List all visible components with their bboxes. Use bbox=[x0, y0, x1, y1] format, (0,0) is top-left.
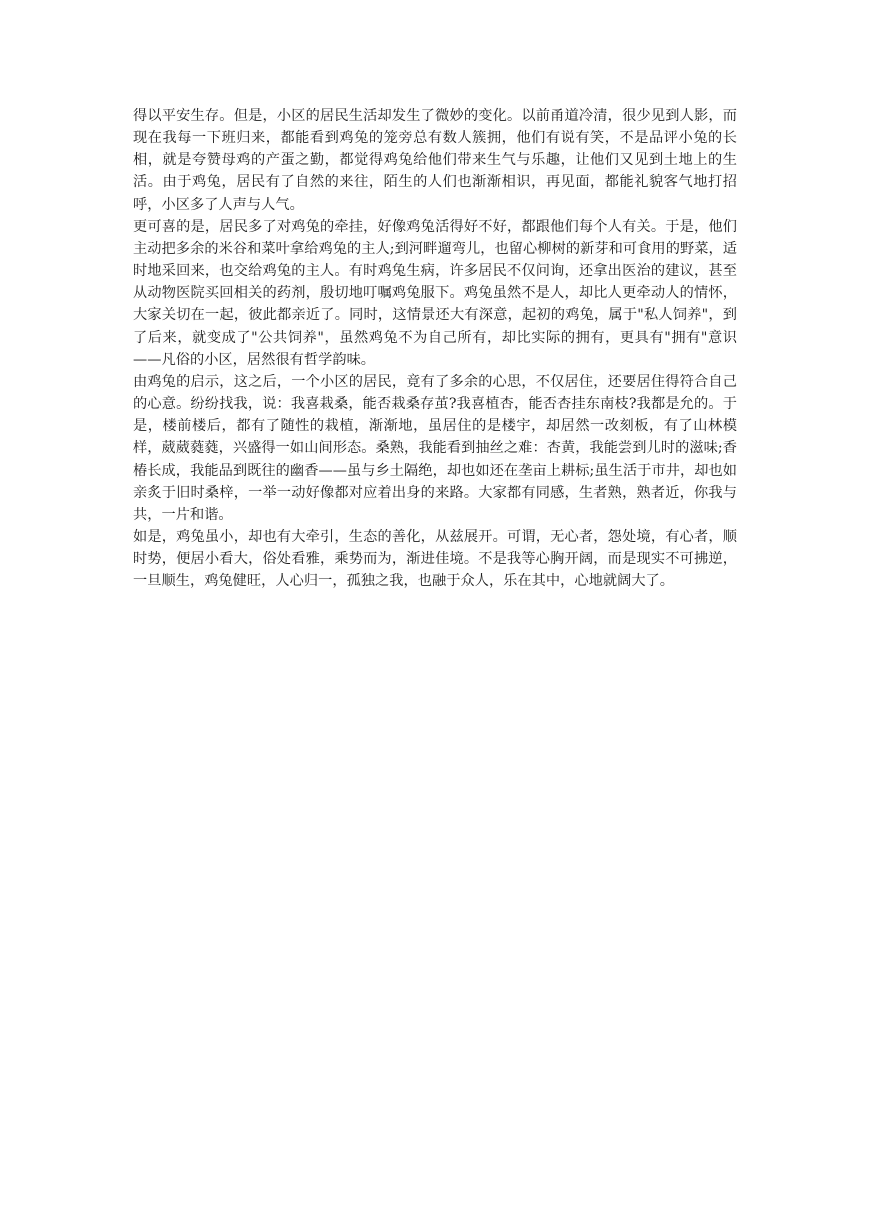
article-body bbox=[133, 105, 737, 592]
paragraph-1: 得以平安生存。但是，小区的居民生活却发生了微妙的变化。以前甬道冷清，很少见到人影，而现在我每一下班归来，都能看到鸡兔的笼旁总有数人簇拥，他们有说有笑，不是品评小兔的长相，就是夸赞母鸡的产蛋之勤，都觉得鸡兔给他们带来生气与乐趣，让他们又见到土地上的生活。由于鸡兔，居民有了自然的来往，陌生的人们也渐渐相识，再见面，都能礼貌客气地打招呼，小区多了人声与人气。 bbox=[133, 108, 737, 213]
paragraph-3: 由鸡兔的启示，这之后，一个小区的居民，竟有了多余的心思，不仅居住，还要居住得符合自己的心意。纷纷找我，说：我喜栽桑，能否栽桑存茧?我喜植杏，能否杏挂东南枝?我都是允的。于是，楼前楼后，都有了随性的栽植，渐渐地，虽居住的是楼宇，却居然一改刻板，有了山林模样，葳葳蕤蕤，兴盛得一如山间形态。桑熟，我能看到抽丝之难：杏黄，我能尝到儿时的滋味;香椿长成，我能品到既往的幽香——虽与乡土隔绝，却也如还在垄亩上耕标;虽生活于市井，却也如亲炙于旧时桑梓，一举一动好像都对应着出身的来路。大家都有同感，生者熟，熟者近，你我与共，一片和谐。 bbox=[133, 373, 737, 523]
paragraph-4: 如是，鸡兔虽小，却也有大牵引，生态的善化，从兹展开。可谓，无心者，怨处境，有心者，顺时势，便居小看大，俗处看雅，乘势而为，渐进佳境。不是我等心胸开阔，而是现实不可拂逆，一旦顺生，鸡兔健旺，人心归一，孤独之我，也融于众人，乐在其中，心地就阔大了。 bbox=[133, 528, 737, 590]
paragraph-2: 更可喜的是，居民多了对鸡兔的牵挂，好像鸡兔活得好不好，都跟他们每个人有关。于是，他们主动把多余的米谷和菜叶拿给鸡兔的主人;到河畔遛弯儿，也留心柳树的新芽和可食用的野菜，适时地采回来，也交给鸡兔的主人。有时鸡兔生病，许多居民不仅问询，还拿出医治的建议，甚至从动物医院买回相关的药剂，殷切地叮嘱鸡兔服下。鸡兔虽然不是人，却比人更牵动人的情怀，大家关切在一起，彼此都亲近了。同时，这情景还大有深意，起初的鸡兔，属于"私人饲养"，到了后来，就变成了"公共饲养"，虽然鸡兔不为自己所有，却比实际的拥有，更具有"拥有"意识——凡俗的小区，居然很有哲学韵味。 bbox=[133, 218, 737, 368]
